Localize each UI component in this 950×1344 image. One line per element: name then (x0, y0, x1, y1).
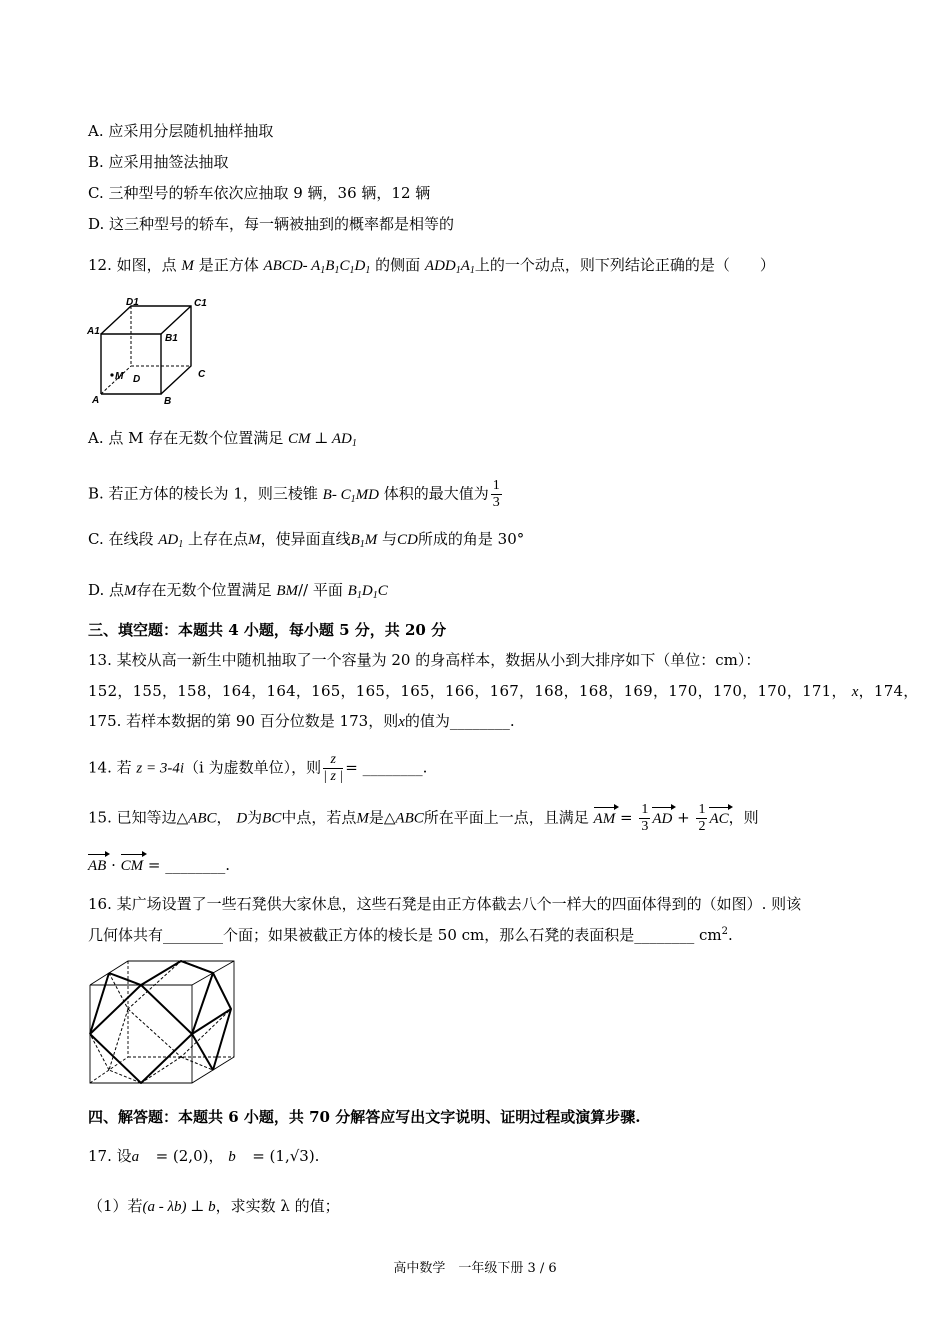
q14: 14. 若 z = 3-4i（i 为虚数单位），则 $\frac{z}{| z |}$ = ________. (88, 752, 428, 784)
q11-option-a: A. 应采用分层随机抽样抽取 (88, 122, 274, 140)
q17-stem: 17. 设a⃗ = (2,0)， b⃗ = (1,√3). (88, 1147, 320, 1165)
label-b1: B1 (165, 333, 178, 344)
q15-line1: 15. 已知等边△ABC， D为BC中点，若点M是△ABC所在平面上一点，且满足 AM = $\frac{1}{3}$ AD + $\frac{1}{2}$ AC，则 (88, 802, 759, 834)
page-footer: 高中数学 一年级下册 3 / 6 (393, 1261, 557, 1276)
q11-option-c: C. 三种型号的轿车依次应抽取 9 辆，36 辆，12 辆 (88, 184, 431, 202)
q12-option-c: C. 在线段 $AD_1$ 上存在点M，使异面直线$B_1M$ 与CD所成的角是 30° (88, 530, 525, 550)
q13-line1: 13. 某校从高一新生中随机抽取了一个容量为 20 的身高样本，数据从小到大排序如下（单位：cm）： (88, 651, 761, 669)
point-m-marker (110, 373, 113, 376)
label-c: C (198, 369, 206, 380)
label-d1: D1 (126, 297, 139, 308)
label-a1: A1 (87, 326, 100, 337)
truncated-cube-figure (86, 957, 238, 1087)
label-c1: C1 (194, 298, 207, 309)
q16-line2: 几何体共有________个面；如果被截正方体的棱长是 50 cm，那么石凳的表面积是________ $cm^2$. (88, 926, 733, 944)
q11-option-d: D. 这三种型号的轿车，每一辆被抽到的概率都是相等的 (88, 215, 455, 233)
q13-line3: 175. 若样本数据的第 90 百分位数是 173，则x的值为________. (88, 712, 515, 730)
section-4-heading: 四、解答题：本题共 6 小题，共 70 分解答应写出文字说明、证明过程或演算步骤. (88, 1108, 641, 1126)
q12-option-b: B. 若正方体的棱长为 1，则三棱锥 B- $C_1MD$ 体积的最大值为 $\frac{1}{3}$ (88, 478, 500, 510)
q12-stem: 12. 如图，点 M 是正方体 ABCD- $A_1B_1C_1D_1$ 的侧面 $ADD_1A_1$上的一个动点，则下列结论正确的是（ ） (88, 256, 775, 276)
label-m: M (115, 371, 124, 382)
label-d: D (133, 374, 141, 385)
q17-part1: （1）若(a - λb) ⊥ b，求实数 λ 的值； (88, 1197, 340, 1215)
q12-option-a: A. 点 M 存在无数个位置满足 CM ⊥ $AD_1$ (88, 429, 357, 449)
q13-line2: 152，155，158，164，164，165，165，165，166，167，168，168，169，170，170，170，171， x，174， (88, 682, 919, 700)
label-a: A (92, 395, 100, 406)
label-b: B (164, 396, 172, 406)
q16-line1: 16. 某广场设置了一些石凳供大家休息，这些石凳是由正方体截去八个一样大的四面体得到的（如图）. 则该 (88, 895, 802, 913)
q11-option-b: B. 应采用抽签法抽取 (88, 153, 229, 171)
section-3-heading: 三、填空题：本题共 4 小题，每小题 5 分，共 20 分 (88, 621, 447, 639)
q15-line2: AB · CM = ________. (88, 856, 231, 874)
cube-figure (86, 294, 220, 406)
q12-option-d: D. 点M存在无数个位置满足 BM// 平面 $B_1D_1C$ (88, 581, 388, 601)
